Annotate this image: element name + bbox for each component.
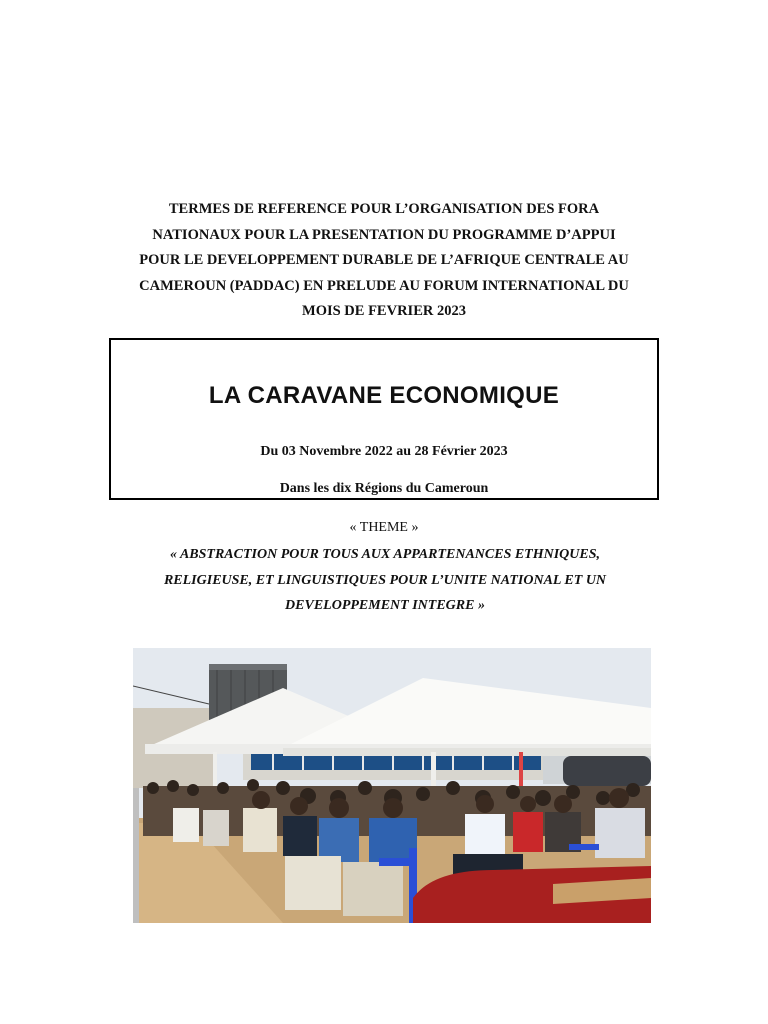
title-box [109,338,659,500]
heading-line: MOIS DE FEVRIER 2023 [302,303,466,319]
event-title: LA CARAVANE ECONOMIQUE [208,382,560,409]
document-heading [100,197,668,325]
theme-text [110,542,660,619]
event-photo [133,648,651,923]
theme-line: DEVELOPPEMENT INTEGRE » [285,598,485,613]
heading-line: CAMEROUN (PADDAC) EN PRELUDE AU FORUM INTERNATIONAL DU [139,277,629,294]
event-regions: Dans les dix Régions du Cameroun [279,481,489,496]
theme-line: RELIGIEUSE, ET LINGUISTIQUES POUR L’UNITE NATIONAL ET UN [163,572,607,588]
audience-under-tents-image [133,648,651,923]
event-dates: Du 03 Novembre 2022 au 28 Février 2023 [260,444,508,459]
theme-line: « ABSTRACTION POUR TOUS AUX APPARTENANCES ETHNIQUES, [169,547,601,562]
heading-line: TERMES DE REFERENCE POUR L’ORGANISATION DES FORA [168,201,600,217]
heading-line: NATIONAUX POUR LA PRESENTATION DU PROGRAMME D’APPUI [152,226,616,243]
theme-label: « THEME » [349,520,419,535]
heading-line: POUR LE DEVELOPPEMENT DURABLE DE L’AFRIQUE CENTRALE AU [139,252,629,268]
